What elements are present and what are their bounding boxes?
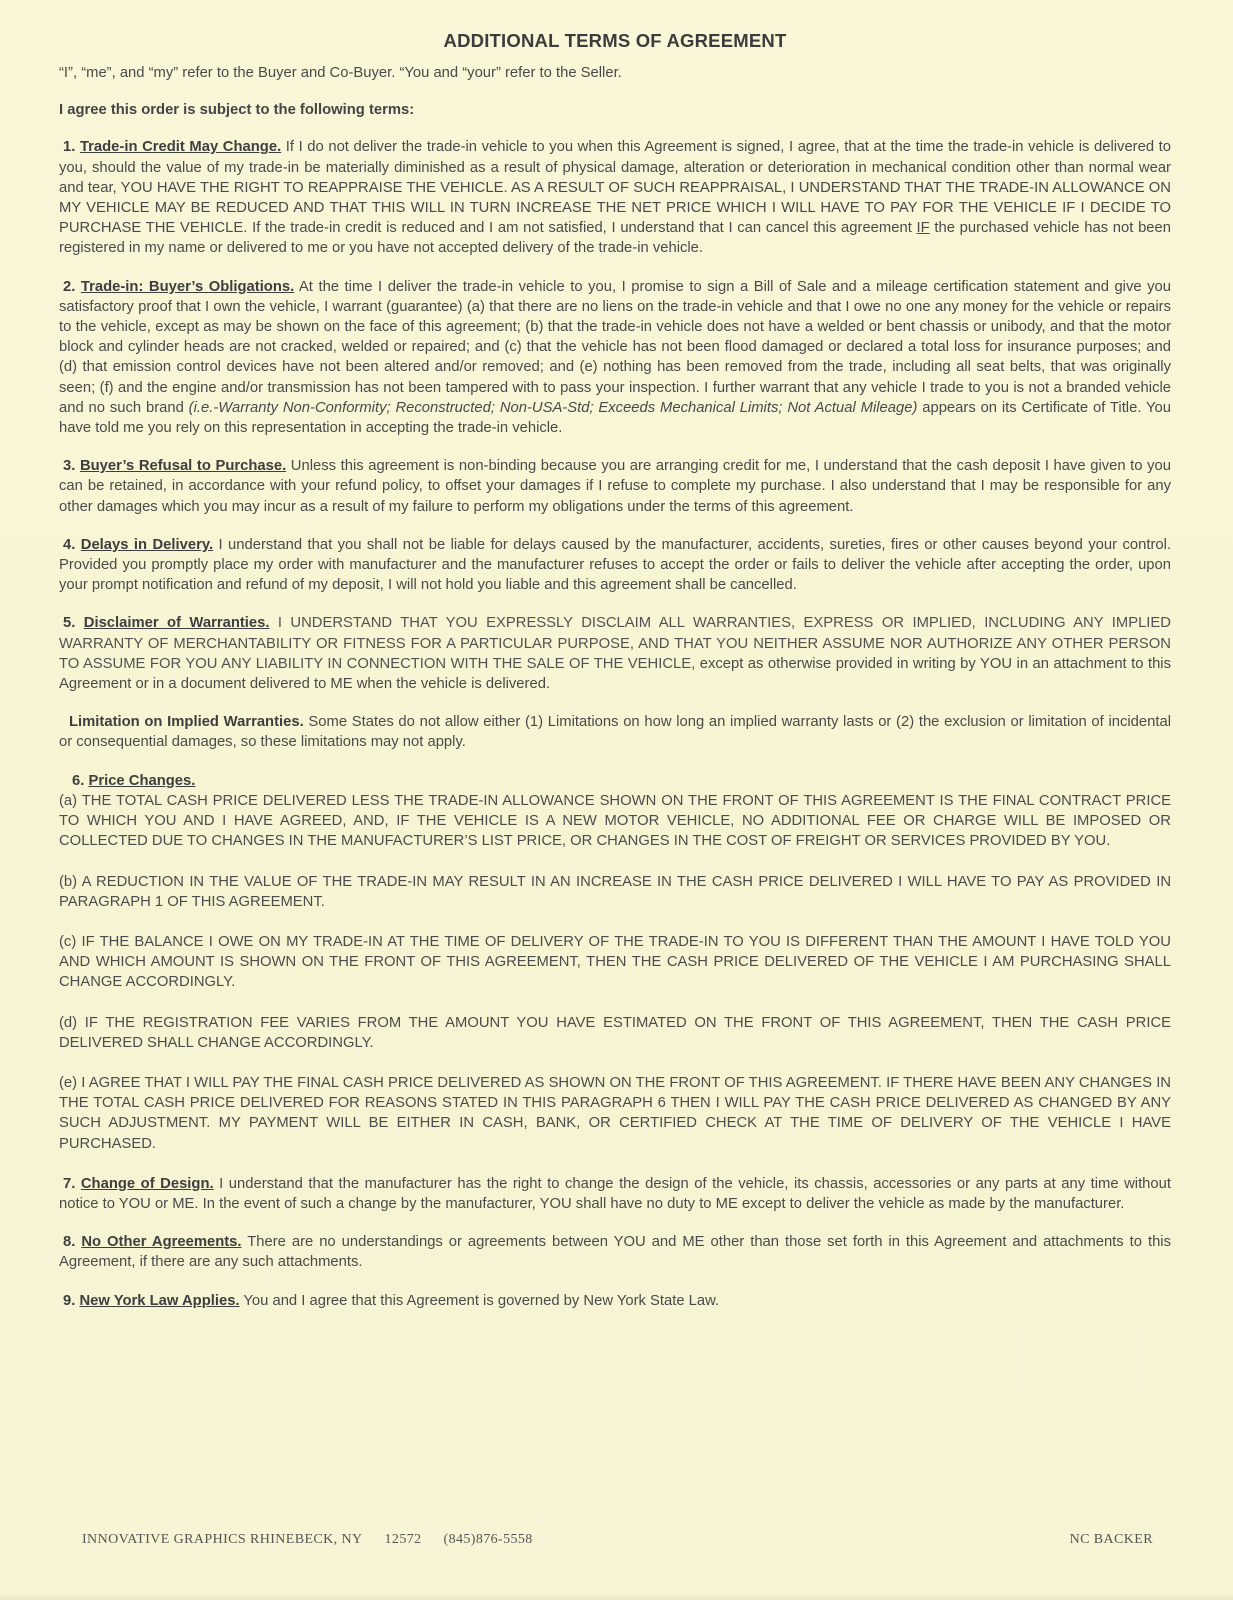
section-number: 7. bbox=[63, 1175, 76, 1192]
section-number: 6. bbox=[72, 772, 85, 789]
section-text: I understand that the manufacturer has the right to change the design of the vehicle, its chassis, accessories or any parts at any time without notice to YOU or ME. In the event of such a change by the manufacturer, YOU shall have no duty to ME except to deliver the vehicle as made by the manufacturer. bbox=[59, 1175, 1171, 1212]
section-number: 2. bbox=[63, 278, 76, 295]
section-9-new-york-law bbox=[59, 1291, 1171, 1311]
section-1-trade-in-credit bbox=[59, 137, 1171, 258]
price-change-d: (d) IF THE REGISTRATION FEE VARIES FROM THE AMOUNT YOU HAVE ESTIMATED ON THE FRONT OF THIS AGREEMENT, THEN THE CASH PRICE DELIVERED SHALL CHANGE ACCORDINGLY. bbox=[59, 1014, 1171, 1051]
section-2-buyer-obligations bbox=[59, 277, 1171, 439]
price-change-c: (c) IF THE BALANCE I OWE ON MY TRADE-IN AT THE TIME OF DELIVERY OF THE TRADE-IN TO YOU IS DIFFERENT THAN THE AMOUNT I HAVE TOLD YOU AND WHICH AMOUNT IS SHOWN ON THE FRONT OF THIS AGREEMENT, THEN THE CASH PRICE DELIVERED OF THE VEHICLE I AM PURCHASING SHALL CHANGE ACCORDINGLY. bbox=[59, 933, 1171, 991]
section-7-change-of-design bbox=[59, 1174, 1171, 1214]
section-number: 9. bbox=[63, 1292, 76, 1309]
section-8-no-other-agreements bbox=[59, 1232, 1171, 1272]
section-text: I understand that you shall not be liable for delays caused by the manufacturer, accidents, sureties, fires or other causes beyond your control. Provided you promptly place my order with manufacturer and the manufacturer refuses to accept the order or fails to deliver the vehicle after accepting the order, upon your prompt notification and refund of my deposit, I will not hold you liable and this agreement shall be cancelled. bbox=[59, 536, 1171, 594]
price-change-b: (b) A REDUCTION IN THE VALUE OF THE TRADE-IN MAY RESULT IN AN INCREASE IN THE CASH PRICE DELIVERED I WILL HAVE TO PAY AS PROVIDED IN PARAGRAPH 1 OF THIS AGREEMENT. bbox=[59, 873, 1171, 910]
printer-name: INNOVATIVE GRAPHICS RHINEBECK, NY bbox=[82, 1532, 363, 1547]
section-number: 5. bbox=[63, 615, 76, 632]
section-text-caps: I UNDERSTAND THAT YOU EXPRESSLY DISCLAIM ALL WARRANTIES, EXPRESS OR IMPLIED, INCLUDING ANY IMPLIED WARRANTY OF MERCHANTABILITY OR FITNESS FOR A PARTICULAR PURPOSE, AND THAT YOU NEITHER ASSUME NOR AUTHORIZE ANY OTHER PERSON TO ASSUME FOR YOU ANY LIABILITY IN CONNECTION WITH THE SALE OF THE VEHICLE, bbox=[59, 615, 1171, 672]
form-identifier: NC BACKER bbox=[1069, 1532, 1153, 1547]
underlined-if: IF bbox=[916, 220, 930, 237]
limitation-text: Some States do not allow either (1) Limitations on how long an implied warranty lasts or (2) the exclusion or limitation of incidental or consequential damages, so these limitations may not apply. bbox=[59, 714, 1171, 751]
section-heading: Change of Design. bbox=[80, 1175, 214, 1192]
section-text-cont: except as otherwise provided in writing by YOU in an attachment to this Agreement or in a document delivered to ME when the vehicle is delivered. bbox=[59, 655, 1171, 693]
printer-phone: (845)876-5558 bbox=[443, 1532, 533, 1547]
section-heading: Disclaimer of Warranties. bbox=[83, 615, 270, 632]
section-heading: Trade-in: Buyer’s Obligations. bbox=[80, 278, 295, 295]
section-heading: Buyer’s Refusal to Purchase. bbox=[79, 458, 287, 475]
printer-info bbox=[82, 1532, 555, 1548]
page-bottom-edge bbox=[0, 1594, 1233, 1600]
limitation-on-implied-warranties bbox=[59, 712, 1171, 752]
section-6-price-changes-heading bbox=[72, 771, 1171, 791]
section-5-disclaimer-of-warranties bbox=[59, 613, 1171, 694]
section-4-delays-in-delivery bbox=[59, 535, 1171, 596]
section-3-refusal-to-purchase bbox=[59, 456, 1171, 517]
brand-examples: (i.e.-Warranty Non-Conformity; Reconstructed; Non-USA-Std; Exceeds Mechanical Limits; Not Actual Mileage) bbox=[188, 399, 918, 416]
section-text: You and I agree that this Agreement is governed by New York State Law. bbox=[239, 1292, 720, 1309]
terms-lead-in: I agree this order is subject to the following terms: bbox=[59, 102, 415, 119]
section-number: 8. bbox=[63, 1234, 76, 1251]
section-heading: Price Changes. bbox=[88, 772, 196, 789]
printer-footer bbox=[82, 1532, 1153, 1548]
section-number: 4. bbox=[63, 536, 76, 553]
section-text-cont: appears on its Certificate of Title. You have told me you rely on this representation in accepting the trade-in vehicle. bbox=[59, 399, 1171, 437]
limitation-heading: Limitation on Implied Warranties. bbox=[69, 714, 304, 731]
section-number: 3. bbox=[63, 458, 76, 475]
section-heading: Trade-in Credit May Change. bbox=[79, 139, 282, 156]
section-number: 1. bbox=[63, 139, 76, 156]
price-change-a: (a) THE TOTAL CASH PRICE DELIVERED LESS THE TRADE-IN ALLOWANCE SHOWN ON THE FRONT OF THIS AGREEMENT IS THE FINAL CONTRACT PRICE TO WHICH YOU AND I HAVE AGREED, AND, IF THE VEHICLE IS A NEW MOTOR VEHICLE, NO ADDITIONAL FEE OR CHARGE WILL BE IMPOSED OR COLLECTED DUE TO CHANGES IN THE MANUFACTURER’S LIST PRICE, OR CHANGES IN THE COST OF FREIGHT OR SERVICES PROVIDED BY YOU. bbox=[59, 792, 1171, 850]
printer-zip: 12572 bbox=[384, 1532, 422, 1547]
section-heading: Delays in Delivery. bbox=[80, 536, 214, 553]
section-text: Unless this agreement is non-binding because you are arranging credit for me, I understand that the cash deposit I have given to you can be retained, in accordance with your refund policy, to offset your damages if I refuse to complete my purchase. I also understand that I may be responsible for any other damages which you may incur as a result of my failure to perform my obligations under the terms of this agreement. bbox=[59, 458, 1171, 515]
price-change-e: (e) I AGREE THAT I WILL PAY THE FINAL CASH PRICE DELIVERED AS SHOWN ON THE FRONT OF THIS AGREEMENT. IF THERE HAVE BEEN ANY CHANGES IN THE TOTAL CASH PRICE DELIVERED FOR REASONS STATED IN THIS PARAGRAPH 6 THEN I WILL PAY THE CASH PRICE DELIVERED AS CHANGED BY ANY SUCH ADJUSTMENT. MY PAYMENT WILL BE EITHER IN CASH, BANK, OR CERTIFIED CHECK AT THE TIME OF DELIVERY OF THE VEHICLE I HAVE PURCHASED. bbox=[59, 1074, 1171, 1152]
section-heading: No Other Agreements. bbox=[81, 1234, 242, 1251]
document-title: ADDITIONAL TERMS OF AGREEMENT bbox=[443, 30, 787, 51]
definitions-intro: “I”, “me”, and “my” refer to the Buyer and Co-Buyer. “You and “your” refer to the Seller. bbox=[59, 65, 622, 81]
section-text: If I do not deliver the trade-in vehicle to you when this Agreement is signed, I agree, that at the time the trade-in vehicle is delivered to you, should the value of my trade-in be materially diminished as a result of physical damage, alteration or deterioration in mechanical condition other than normal wear and tear, YOU HAVE THE RIGHT TO REAPPRAISE THE VEHICLE. AS A RESULT OF SUCH REAPPRAISAL, I UNDERSTAND THAT THE TRADE-IN ALLOWANCE ON MY VEHICLE MAY BE REDUCED AND THAT THIS WILL IN TURN INCREASE THE NET PRICE WHICH I WILL HAVE TO PAY FOR THE VEHICLE IF I DECIDE TO PURCHASE THE VEHICLE. If the trade-in credit is reduced and I am not satisfied, I understand that I can cancel this agreement bbox=[59, 139, 1171, 237]
section-text: There are no understandings or agreements between YOU and ME other than those set forth in this Agreement and attachments to this Agreement, if there are any such attachments. bbox=[59, 1234, 1171, 1271]
section-heading: New York Law Applies. bbox=[79, 1292, 240, 1309]
section-text-cont: the purchased vehicle has not been registered in my name or delivered to me or you have not accepted delivery of the trade-in vehicle. bbox=[59, 220, 1171, 257]
section-text: At the time I deliver the trade-in vehicle to you, I promise to sign a Bill of Sale and a mileage certification statement and give you satisfactory proof that I own the vehicle, I warrant (guarantee) (a) that there are no liens on the trade-in vehicle and that I owe no one any money for the vehicle or repairs to the vehicle, except as may be shown on the face of this agreement; (b) that the trade-in vehicle does not have a welded or bent chassis or unibody, and that the motor block and cylinder heads are not cracked, welded or repaired; and (c) that the vehicle has not been flood damaged or declared a total loss for insurance purposes; and (d) that emission control devices have not been altered and/or removed; and (e) nothing has been removed from the trade, including all seat belts, that was originally seen; (f) and the engine and/or transmission has not been tampered with to pass your inspection. I further warrant that any vehicle I trade to you is not a branded vehicle and no such brand bbox=[59, 278, 1171, 416]
